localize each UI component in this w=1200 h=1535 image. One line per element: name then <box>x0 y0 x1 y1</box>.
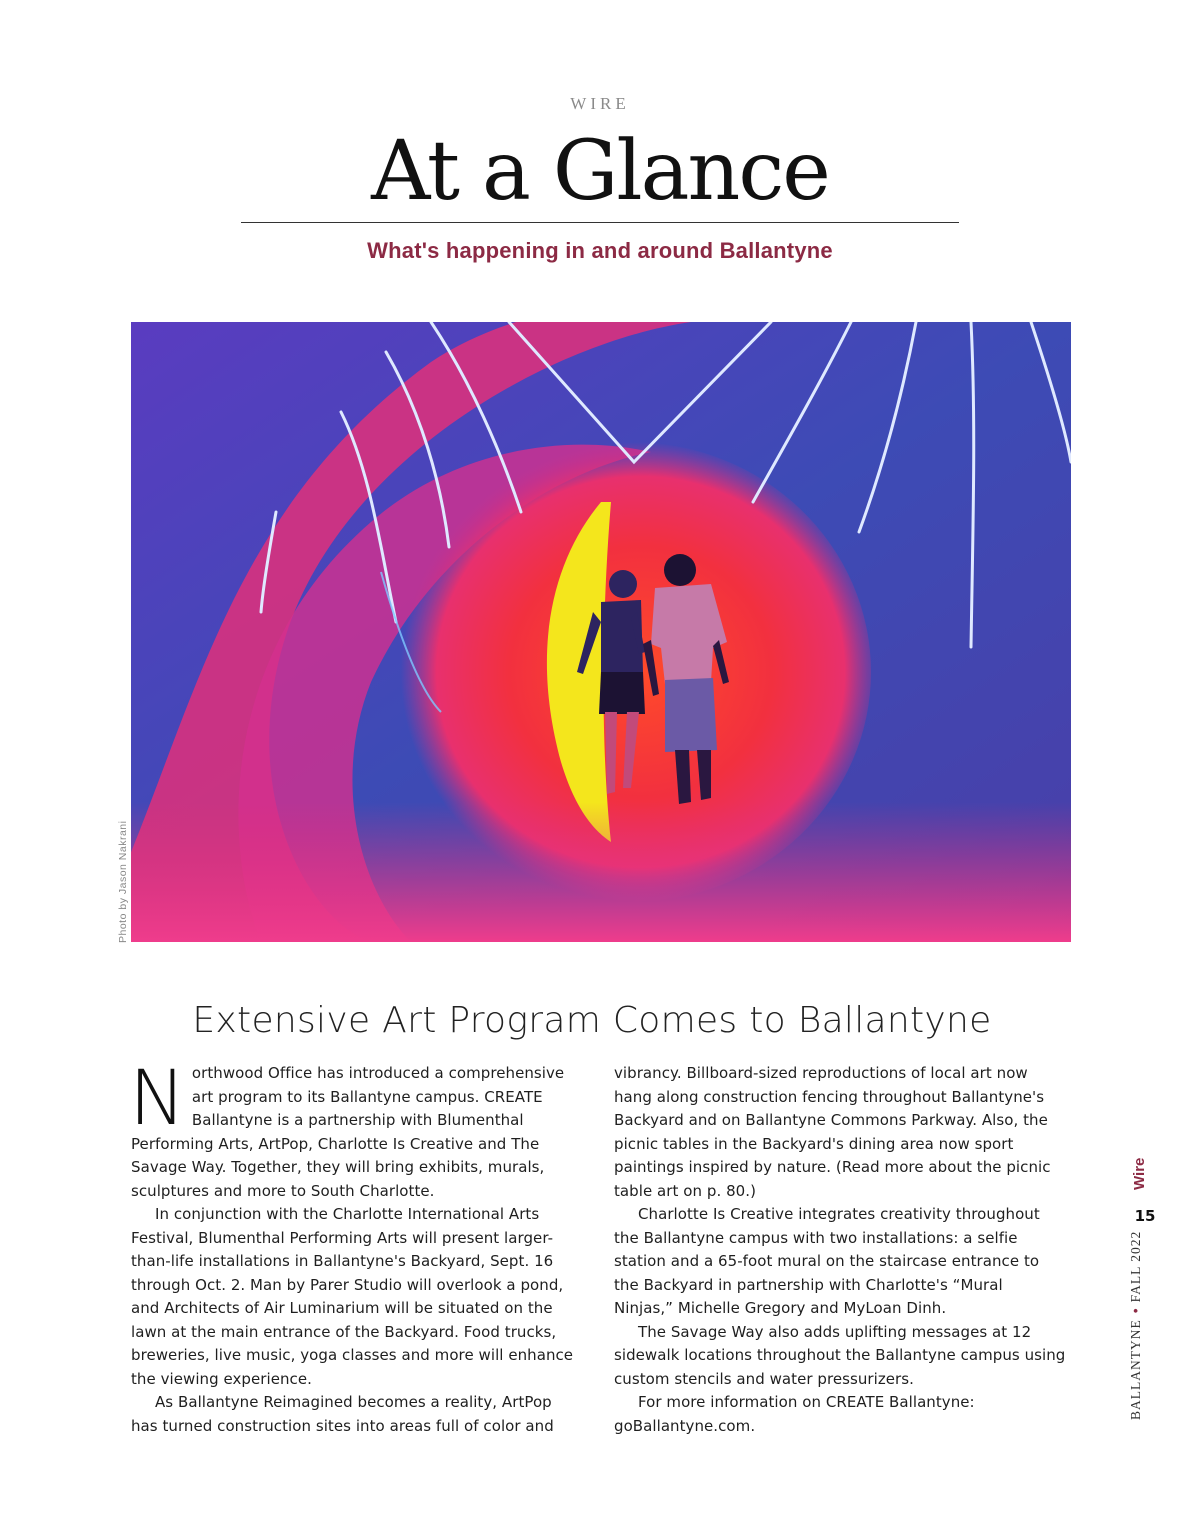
photo-credit: Photo by Jason Nakrani <box>117 820 129 943</box>
article-paragraph: In conjunction with the Charlotte International Arts Festival, Blumenthal Performing Arts will present larger-than-life installations in Ballantyne's Backyard, Sept. 16 through Oct. 2. Man by Parer Studio will overlook a pond, and Architects of Air Luminarium will be situated on the lawn at the main entrance of the Backyard. Food trucks, breweries, live music, yoga classes and more will enhance the viewing experience. <box>131 1205 574 1388</box>
article-paragraph: Northwood Office has introduced a comprehensive art program to its Ballantyne campus. CREATE Ballantyne is a partnership with Blumenthal Performing Arts, ArtPop, Charlotte Is Creative and The Savage Way. Together, they will bring exhibits, murals, sculptures and more to South Charlotte. <box>129 1053 565 1200</box>
drop-cap: N <box>129 1053 186 1142</box>
luminarium-illustration <box>131 322 1071 942</box>
folio-separator: • <box>1127 1308 1143 1314</box>
folio-issue: FALL 2022 <box>1128 1230 1143 1303</box>
article-title: Extensive Art Program Comes to Ballantyne <box>192 1000 992 1041</box>
article-paragraph: The Savage Way also adds uplifting messages at 12 sidewalk locations throughout the Ballantyne campus using custom stencils and water pressurizers. <box>614 1322 1066 1388</box>
feature-photo <box>131 322 1071 942</box>
page-number: 15 <box>1134 1207 1156 1225</box>
article-paragraph: For more information on CREATE Ballantyne: goBallantyne.com. <box>614 1393 975 1435</box>
folio-section: Wire <box>1131 1157 1148 1190</box>
page-subtitle: What's happening in and around Ballantyne <box>367 238 833 263</box>
article-paragraph: As Ballantyne Reimagined becomes a reality, ArtPop has turned construction sites into areas full of color and <box>131 1393 554 1435</box>
page-title: At a Glance <box>371 124 829 219</box>
article-paragraph: vibrancy. Billboard-sized reproductions of local art now hang along construction fencing throughout Ballantyne's Backyard and on Ballantyne Commons Parkway. Also, the picnic tables in the Backyard's dining area now sport paintings inspired by nature. (Read more about the picnic table art on p. 80.) <box>614 1064 1051 1200</box>
folio-publication: BALLANTYNE <box>1128 1319 1143 1420</box>
article-column-right <box>614 1062 1066 1438</box>
title-divider <box>241 222 959 223</box>
article-paragraph: Charlotte Is Creative integrates creativity throughout the Ballantyne campus with two installations: a selfie station and a 65-foot mural on the staircase entrance to the Backyard in partnership with Charlotte's “Mural Ninjas,” Michelle Gregory and MyLoan Dinh. <box>614 1205 1040 1317</box>
article-column-left <box>129 1053 583 1438</box>
section-kicker: WIRE <box>570 94 630 113</box>
folio-line <box>1127 1120 1144 1420</box>
